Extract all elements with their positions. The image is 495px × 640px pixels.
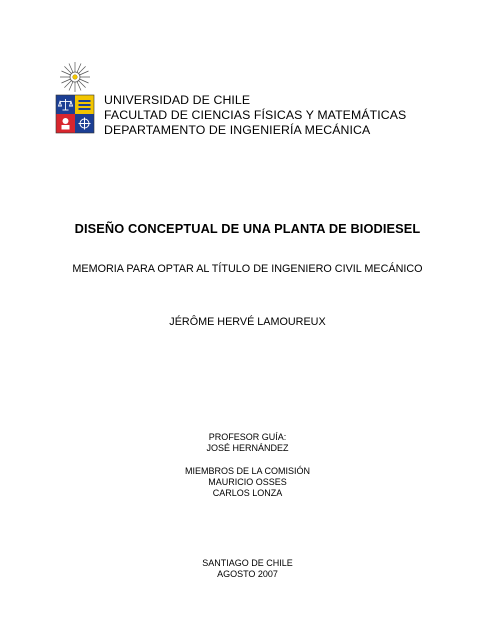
city: SANTIAGO DE CHILE bbox=[202, 558, 293, 568]
university-name: UNIVERSIDAD DE CHILE bbox=[104, 93, 251, 107]
universidad-de-chile-seal-icon bbox=[54, 60, 96, 140]
thesis-subtitle: MEMORIA PARA OPTAR AL TÍTULO DE INGENIERO CIVIL MECÁNICO bbox=[72, 263, 423, 275]
commission-member: CARLOS LONZA bbox=[212, 488, 283, 498]
commission-label: MIEMBROS DE LA COMISIÓN bbox=[184, 466, 311, 476]
thesis-title: DISEÑO CONCEPTUAL DE UNA PLANTA DE BIODIESEL bbox=[74, 221, 421, 236]
guide-name: JOSÉ HERNÁNDEZ bbox=[206, 443, 289, 453]
place-date-block bbox=[0, 558, 495, 580]
commission-member: MAURICIO OSSES bbox=[208, 477, 287, 487]
university-header bbox=[104, 93, 484, 138]
date: AGOSTO 2007 bbox=[217, 569, 278, 579]
author-name: JÉRÔME HERVÉ LAMOUREUX bbox=[169, 316, 326, 328]
guide-label: PROFESOR GUÍA: bbox=[208, 432, 287, 442]
department-name: DEPARTAMENTO DE INGENIERÍA MECÁNICA bbox=[104, 123, 371, 137]
commission-block bbox=[0, 466, 495, 499]
faculty-name: FACULTAD DE CIENCIAS FÍSICAS Y MATEMÁTICAS bbox=[104, 108, 407, 122]
guide-block bbox=[0, 432, 495, 454]
